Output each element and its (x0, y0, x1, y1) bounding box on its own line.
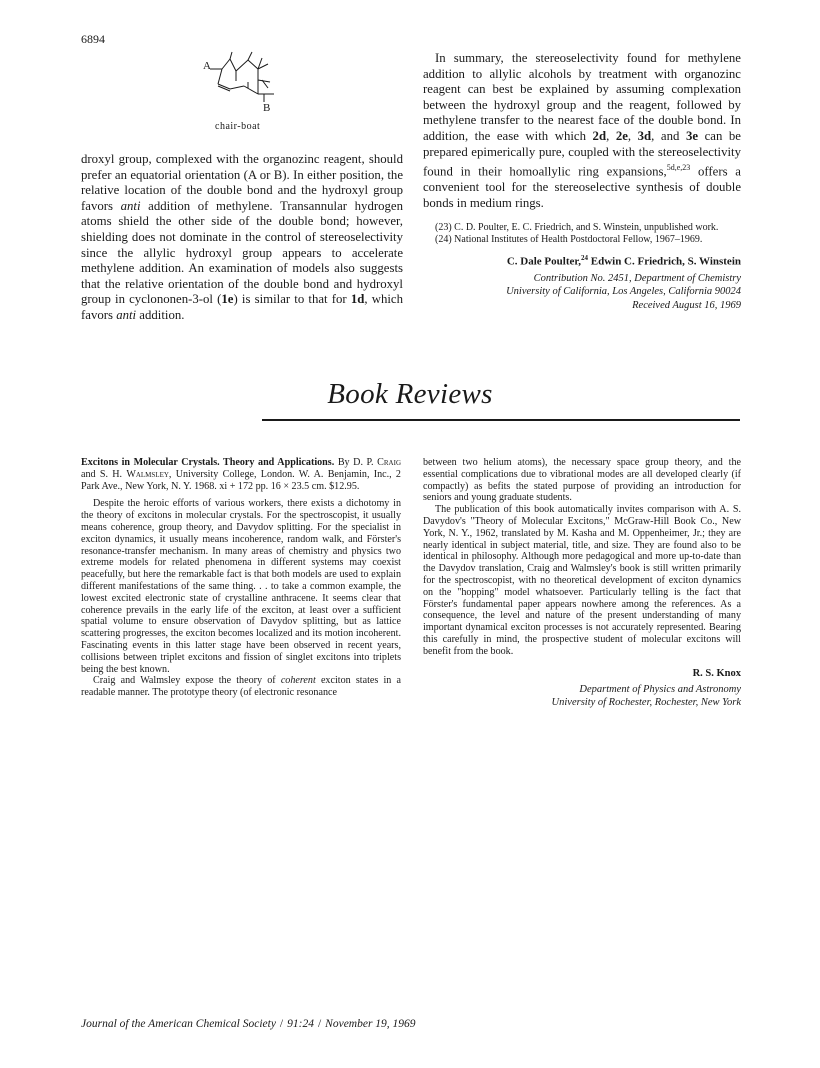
review-paragraph-3: between two helium atoms), the necessary space group theory, and the essential complications due to vibrational modes are all developed clearly (if compactly) as befits the stated purpose of providing an introduction for seniors and young graduate students. (423, 457, 741, 504)
text-run: , which favors (81, 292, 403, 322)
text-run: addition of methylene. Transannular hydrogen atoms shield the other side of the double bond; however, shielding does not dominate in the control of stereoselectivity since the allylic hydroxyl group appears to accelerate methylene addition. An examination of models also suggests that the relative orientation of the double bond and hydroxyl group in cyclononen-3-ol ( (81, 198, 403, 307)
text-run-italic: coherent (280, 675, 316, 687)
chair-boat-structure-drawing (196, 50, 296, 120)
review-heading (81, 457, 401, 492)
footer-separator: / (317, 1018, 322, 1030)
authors (423, 254, 741, 268)
reviewer-name: R. S. Knox (692, 667, 741, 679)
author-surname: Craig (377, 457, 401, 468)
text-run: exciton states in a readable manner. The prototype theory (of electronic resonance (81, 675, 401, 699)
reviewer-affiliation-1: Department of Physics and Astronomy (579, 683, 741, 695)
author-names: Edwin C. Friedrich, S. Winstein (587, 256, 741, 269)
section-rule (262, 419, 740, 421)
author-surname: Walmsley (126, 468, 169, 480)
journal-footer (81, 1018, 416, 1030)
reviewer-affiliation-2: University of Rochester, Rochester, New York (551, 696, 741, 708)
figure-label-b: B (263, 102, 271, 114)
issue-date: November 19, 1969 (325, 1018, 416, 1030)
page-number: 6894 (81, 32, 105, 46)
text-run: ) is similar to that for (233, 292, 351, 307)
affiliation-line-2: University of California, Los Angeles, California 90024 (506, 286, 741, 298)
text-run: Craig and Walmsley expose the theory of (93, 675, 281, 687)
chair-boat-figure (196, 50, 296, 120)
publication-details: , University College, London. W. A. Benjamin, Inc., 2 Park Ave., New York, N. Y. 1968. xi + 172 pp. 16 × 23.5 cm. $12.95. (81, 468, 401, 492)
text-run: , and (651, 128, 686, 143)
text-run: can be prepared epimerically pure, coupled with the stereoselectivity found in their homoallylic ring expansions, (423, 128, 741, 179)
review-paragraph-2 (81, 675, 401, 699)
author-footnote-mark: 24 (580, 254, 588, 263)
received-date: Received August 16, 1969 (632, 300, 741, 312)
compound-label: 1e (221, 292, 234, 307)
review-paragraph-1: Despite the heroic efforts of various workers, there exists a dichotomy in the theory of excitons in molecular crystals. For the spectroscopist, it usually means coherence, group theory, and Davydov splitting. For the specialist in exciton dynamics, it usually means incoherence, random walk, and Förster's resonance-transfer mechanism. In many areas of chemistry and physics two extreme models for related phenomena in different systems may coexist peacefully, but here the remarkable fact is that both models are used to explain different manifestations of the same thing. . . to take a common example, the lowest excited electronic state of crystalline anthracene. It seems clear that coherence prevails in the early life of the exciton, at least over a sufficient spatial volume to ensure observation of Davydov splitting, but as lattice scattering progresses, the exciton becomes localized and its motion incoherent. Fascinating events in this latter stage have been observed in recent years, collisions between triplet excitons and fission of singlet excitons into triplets being the best known. (81, 498, 401, 675)
summary-paragraph (423, 51, 741, 211)
compound-label: 3d (637, 128, 652, 143)
compound-label: 2e (615, 128, 628, 143)
compound-label: 2d (592, 128, 607, 143)
review-left-column (81, 457, 401, 699)
right-column (423, 51, 741, 312)
text-run-italic: anti (116, 307, 137, 322)
footnotes (423, 222, 741, 245)
author-name: C. Dale Poulter, (506, 256, 581, 269)
footnote-23: (23) C. D. Poulter, E. C. Friedrich, and S. Winstein, unpublished work. (435, 222, 719, 234)
review-right-column (423, 457, 741, 709)
journal-name: Journal of the American Chemical Society (81, 1018, 276, 1030)
reference-superscript: 5d,e,23 (666, 163, 691, 173)
text-run: addition. (136, 307, 185, 322)
review-paragraph-4: The publication of this book automatically invites comparison with A. S. Davydov's "Theory of Molecular Excitons," McGraw-Hill Book Co., New York, N. Y., 1962, translated by M. Kasha and M. Oppenheimer, Jr.; they are nearly identical in subject material, title, and size. They are found also to be identical in philosophy. Although more pedagogical and more up-to-date than the Davydov translation, Craig and Walmsley's book is still written primarily for the spectroscopist, with no theoretical development of exciton dynamics on the "hopping" model whatsoever. Particularly telling is the fact that Förster's fundamental paper appears nowhere among the references. As a consequence, the level and nature of the present understanding of many important dynamical exciton processes is not accurately represented. Bearing this carefully in mind, the prospective student of molecular excitons will benefit from the book. (423, 504, 741, 657)
text-run-italic: anti (120, 198, 141, 213)
section-title: Book Reviews (327, 378, 493, 410)
text-run: , (627, 128, 638, 143)
left-column-paragraph (81, 152, 403, 324)
text-run: and S. H. (81, 468, 127, 480)
text-run: By D. P. (334, 457, 378, 468)
compound-label: 1d (350, 292, 365, 307)
figure-caption: chair-boat (215, 121, 261, 132)
volume-issue: 91:24 (287, 1018, 314, 1030)
footer-separator: / (279, 1018, 284, 1030)
footnote-24: (24) National Institutes of Health Postdoctoral Fellow, 1967–1969. (435, 233, 703, 245)
text-run: offers a convenient tool for the stereoselective synthesis of double bonds in medium rings. (423, 164, 741, 210)
left-column (81, 152, 403, 324)
compound-label: 3e (685, 128, 699, 143)
text-run: In summary, the stereoselectivity found for methylene addition to allylic alcohols by treatment with organozinc reagent can best be explained by assuming complexation between the hydroxyl group and the reagent, followed by methylene transfer to the nearest face of the double bond. In addition, the ease with which (423, 51, 741, 143)
text-run: , (606, 128, 616, 143)
book-title: Excitons in Molecular Crystals. Theory and Applications. (81, 457, 335, 468)
text-run: droxyl group, complexed with the organozinc reagent, should prefer an equatorial orientation (A or B). In either position, the relative location of the double bond and the hydroxyl group favors (81, 152, 403, 213)
figure-label-a: A (203, 60, 211, 72)
affiliation-line-1: Contribution No. 2451, Department of Chemistry (533, 273, 741, 285)
